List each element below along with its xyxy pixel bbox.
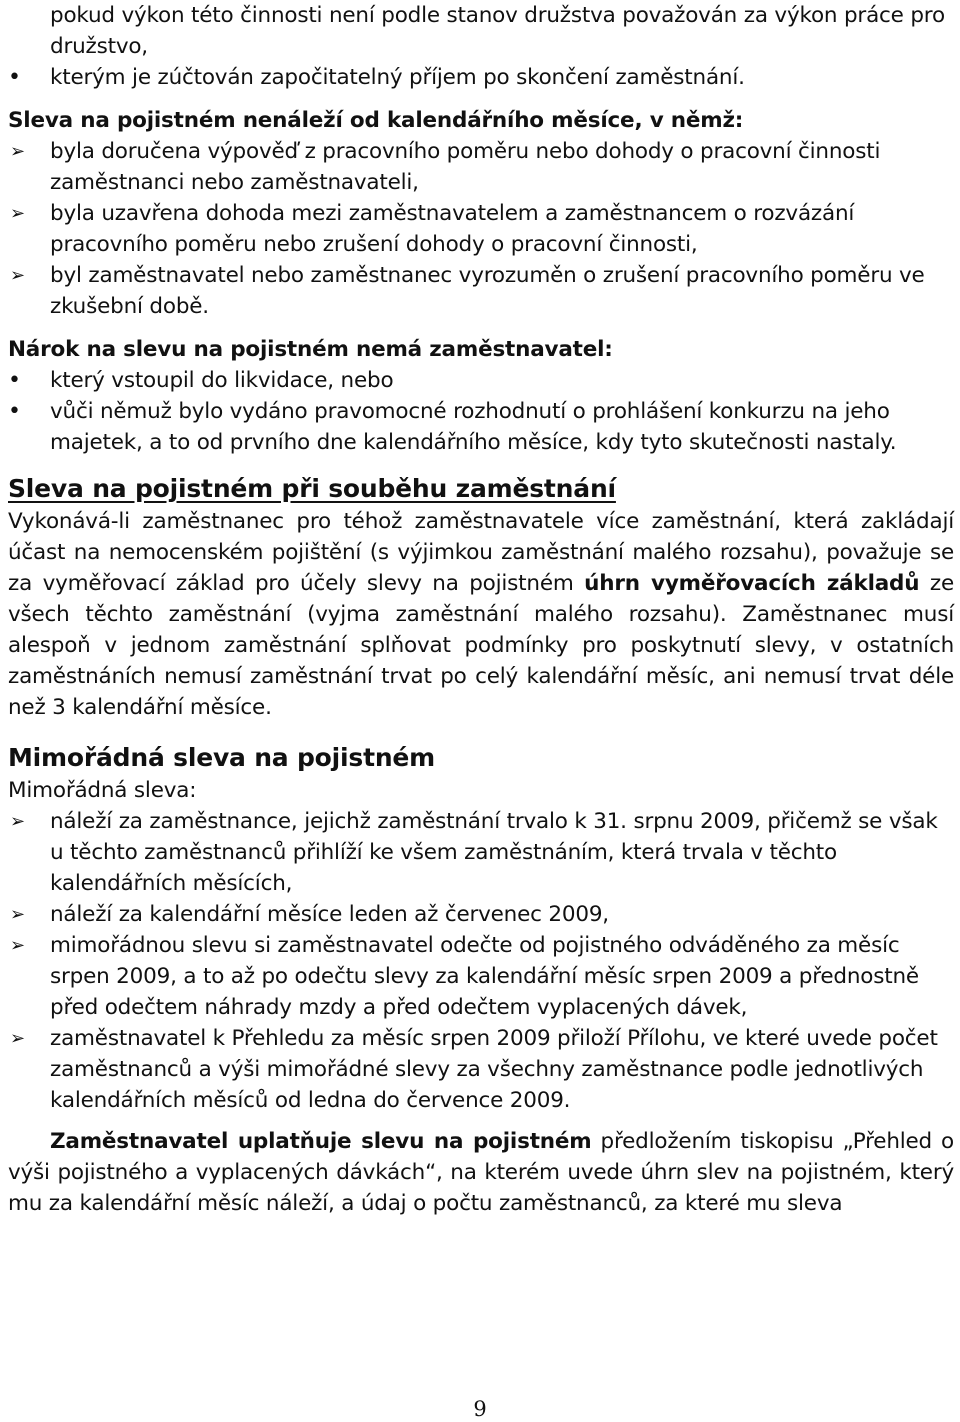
list-item-text: kterým je zúčtován započitatelný příjem po skončení zaměstnání. [50, 65, 745, 90]
list-item [8, 899, 954, 930]
list-item [8, 1023, 954, 1116]
list-item-text: mimořádnou slevu si zaměstnavatel odečte od pojistného odváděného za měsíc srpen 2009, a to až po odečtu slevy za kalendářní měsíc srpen 2009 a přednostně před odečtem náhrady mzdy a před odečtem vyplacených dávek, [50, 933, 919, 1020]
bullet-icon: • [8, 399, 21, 424]
list-item-text: byla uzavřena dohoda mezi zaměstnavatelem a zaměstnancem o rozvázání pracovního poměru nebo zrušení dohody o pracovní činnosti, [50, 201, 855, 257]
arrow-icon: ➢ [10, 935, 25, 956]
section-heading-no-discount: Sleva na pojistném nenáleží od kalendářního měsíce, v němž: [8, 108, 744, 133]
emphasis-text: úhrn vyměřovacích základů [584, 571, 920, 596]
list-item [8, 365, 954, 396]
arrow-icon: ➢ [10, 265, 25, 286]
arrow-icon: ➢ [10, 203, 25, 224]
section-heading-no-claim: Nárok na slevu na pojistném nemá zaměstnavatel: [8, 337, 613, 362]
no-claim-list [8, 365, 954, 458]
list-item-text: zaměstnavatel k Přehledu za měsíc srpen 2009 přiloží Přílohu, ve které uvede počet zaměstnanců a výši mimořádné slevy za všechny zaměstnance podle jednotlivých kalendářních měsíců od ledna do července 2009. [50, 1026, 938, 1113]
section-heading-concurrence: Sleva na pojistném při souběhu zaměstnání [8, 474, 616, 503]
arrow-icon: ➢ [10, 141, 25, 162]
list-item-text: vůči němuž bylo vydáno pravomocné rozhodnutí o prohlášení konkurzu na jeho majetek, a to od prvního dne kalendářního měsíce, kdy tyto skutečnosti nastaly. [50, 399, 897, 455]
emphasis-text: Zaměstnavatel uplatňuje slevu na pojistném [50, 1129, 592, 1154]
bullet-icon: • [8, 368, 21, 393]
list-item [8, 62, 954, 93]
list-item-text: který vstoupil do likvidace, nebo [50, 368, 394, 393]
arrow-icon: ➢ [10, 904, 25, 925]
list-item-text: byla doručena výpověď z pracovního poměru nebo dohody o pracovní činnosti zaměstnanci nebo zaměstnavateli, [50, 139, 881, 195]
extraordinary-intro: Mimořádná sleva: [8, 778, 197, 803]
list-item-text: náleží za kalendářní měsíce leden až červenec 2009, [50, 902, 609, 927]
list-item-text: byl zaměstnavatel nebo zaměstnanec vyrozuměn o zrušení pracovního poměru ve zkušební době. [50, 263, 925, 319]
bullet-icon: • [8, 65, 21, 90]
list-item [8, 260, 954, 322]
arrow-icon: ➢ [10, 811, 25, 832]
arrow-icon: ➢ [10, 1028, 25, 1049]
list-item [8, 396, 954, 458]
list-item-text: náleží za zaměstnance, jejichž zaměstnání trvalo k 31. srpnu 2009, přičemž se však u těchto zaměstnanců přihlíží ke všem zaměstnáním, která trvala v těchto kalendářních měsících, [50, 809, 938, 896]
no-discount-list [8, 136, 954, 322]
section-heading-extraordinary: Mimořádná sleva na pojistném [8, 743, 436, 772]
list-item [8, 806, 954, 899]
document-page [8, 0, 954, 1219]
continuation-list [8, 62, 954, 93]
closing-paragraph: Zaměstnavatel uplatňuje slevu na pojistném předložením tiskopisu „Přehled o výši pojistného a vyplacených dávkách“, na kterém uvede úhrn slev na pojistném, který mu za kalendářní měsíc náleží, a údaj o počtu zaměstnanců, za které mu sleva [8, 1129, 954, 1216]
extraordinary-list [8, 806, 954, 1116]
list-item [8, 136, 954, 198]
list-item [8, 198, 954, 260]
list-item [8, 930, 954, 1023]
continuation-text: pokud výkon této činnosti není podle stanov družstva považován za výkon práce pro družstvo, [50, 3, 945, 59]
page-number: 9 [473, 1397, 487, 1421]
concurrence-paragraph: Vykonává-li zaměstnanec pro téhož zaměstnavatele více zaměstnání, která zakládají účast na nemocenském pojištění (s výjimkou zaměstnání malého rozsahu), považuje se za vyměřovací základ pro účely slevy na pojistném úhrn vyměřovacích základů ze všech těchto zaměstnání (vyjma zaměstnání malého rozsahu). Zaměstnanec musí alespoň v jednom zaměstnání splňovat podmínky pro poskytnutí slevy, v ostatních zaměstnáních nemusí zaměstnání trvat po celý kalendářní měsíc, ani nemusí trvat déle než 3 kalendářní měsíce. [8, 509, 954, 720]
